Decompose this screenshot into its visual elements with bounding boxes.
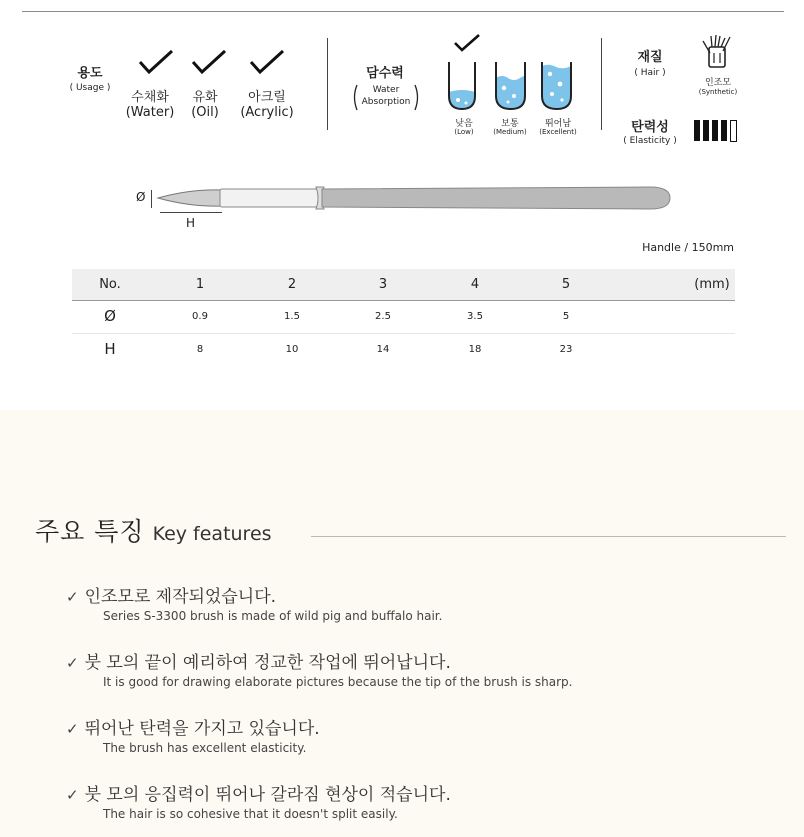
synthetic-hair-icon	[700, 33, 736, 71]
table-row	[72, 301, 735, 334]
table-cell: 14	[376, 344, 390, 355]
usage-option-water: 수채화	[131, 90, 169, 105]
h-dimension-line	[160, 212, 222, 213]
hair-value-en: (Synthetic)	[698, 88, 738, 96]
hair-value: 인조모	[704, 78, 732, 88]
usage-label: 용도	[77, 66, 103, 81]
table-cell: 10	[285, 344, 299, 355]
table-cell: 18	[468, 344, 482, 355]
absorption-label: 담수력	[366, 66, 404, 81]
features-section	[0, 410, 804, 837]
table-cell: 3.5	[467, 311, 483, 322]
feature-item	[66, 780, 451, 821]
checkmark-icon: ✓	[66, 786, 79, 804]
divider	[327, 38, 328, 130]
diameter-symbol: Ø	[136, 190, 146, 204]
water-cups-icon	[446, 60, 582, 112]
absorption-level-low-en: (Low)	[454, 128, 474, 136]
absorption-level-excellent: 뛰어남	[544, 119, 572, 129]
table-header-cell: 1	[195, 277, 205, 292]
usage-option-water-en: (Water)	[125, 105, 175, 120]
table-cell: 23	[559, 344, 573, 355]
usage-label-en: ( Usage )	[69, 83, 111, 93]
feature-text-en: The brush has excellent elasticity.	[103, 741, 307, 755]
usage-option-acrylic-en: (Acrylic)	[240, 105, 294, 120]
feature-item	[66, 582, 443, 623]
feature-text-en: It is good for drawing elaborate pictures because the tip of the brush is sharp.	[103, 675, 573, 689]
table-row	[72, 334, 735, 366]
feature-text: 붓 모의 끝이 예리하여 정교한 작업에 뛰어납니다.	[84, 653, 451, 673]
dim-tick	[151, 190, 152, 208]
usage-option-oil: 유화	[192, 90, 218, 105]
feature-item	[66, 648, 573, 689]
check-icon	[137, 48, 175, 76]
absorption-level-medium-en: (Medium)	[493, 128, 527, 136]
absorption-label-en-1: Water	[372, 85, 400, 95]
features-rule	[311, 536, 786, 537]
feature-text-en: The hair is so cohesive that it doesn't split easily.	[103, 807, 398, 821]
table-header-cell: No.	[99, 277, 121, 292]
elasticity-label-en: ( Elasticity )	[623, 136, 677, 146]
table-row-label: Ø	[104, 307, 116, 325]
absorption-label-en-2: Absorption	[361, 97, 411, 107]
checkmark-icon: ✓	[66, 588, 79, 606]
table-cell: 5	[562, 311, 570, 322]
table-header-cell: 4	[470, 277, 480, 292]
table-cell: 1.5	[284, 311, 300, 322]
usage-option-acrylic: 아크릴	[248, 90, 286, 105]
table-header-cell: 5	[561, 277, 571, 292]
elasticity-bar-filled	[694, 120, 700, 141]
table-header-cell: 3	[378, 277, 388, 292]
elasticity-bar-filled	[703, 120, 709, 141]
absorption-level-low: 낮음	[455, 119, 473, 129]
hair-label: 재질	[637, 50, 663, 65]
features-title-en: Key features	[152, 523, 272, 545]
feature-text: 붓 모의 응집력이 뛰어나 갈라짐 현상이 적습니다.	[84, 785, 451, 805]
feature-text: 뛰어난 탄력을 가지고 있습니다.	[84, 719, 320, 739]
feature-item	[66, 714, 320, 755]
elasticity-bar-filled	[721, 120, 727, 141]
features-heading	[35, 512, 272, 548]
table-cell: 0.9	[192, 311, 208, 322]
elasticity-bar-empty	[730, 120, 737, 142]
feature-text-en: Series S-3300 brush is made of wild pig and buffalo hair.	[103, 609, 443, 623]
table-cell: 8	[196, 344, 204, 355]
handle-length: Handle / 150mm	[642, 241, 734, 254]
table-row-label: H	[104, 340, 116, 358]
checkmark-icon: ✓	[66, 720, 79, 738]
feature-text: 인조모로 제작되었습니다.	[84, 587, 277, 607]
top-divider	[22, 11, 784, 12]
check-icon	[248, 48, 286, 76]
usage-option-oil-en: (Oil)	[191, 105, 219, 120]
checkmark-icon: ✓	[66, 654, 79, 672]
absorption-level-excellent-en: (Excellent)	[539, 128, 577, 136]
absorption-level-medium: 보통	[501, 119, 519, 129]
divider	[601, 38, 602, 130]
check-icon	[453, 33, 481, 53]
table-cell: 2.5	[375, 311, 391, 322]
elasticity-bar-filled	[712, 120, 718, 141]
table-header	[72, 269, 735, 301]
table-header-cell: 2	[287, 277, 297, 292]
elasticity-label: 탄력성	[631, 120, 669, 135]
size-table	[72, 269, 735, 366]
hair-label-en: ( Hair )	[634, 68, 666, 78]
table-header-cell: (mm)	[694, 277, 730, 292]
h-label: H	[186, 216, 196, 230]
spec-section	[0, 0, 804, 410]
features-title: 주요 특징	[35, 517, 145, 546]
check-icon	[190, 48, 228, 76]
